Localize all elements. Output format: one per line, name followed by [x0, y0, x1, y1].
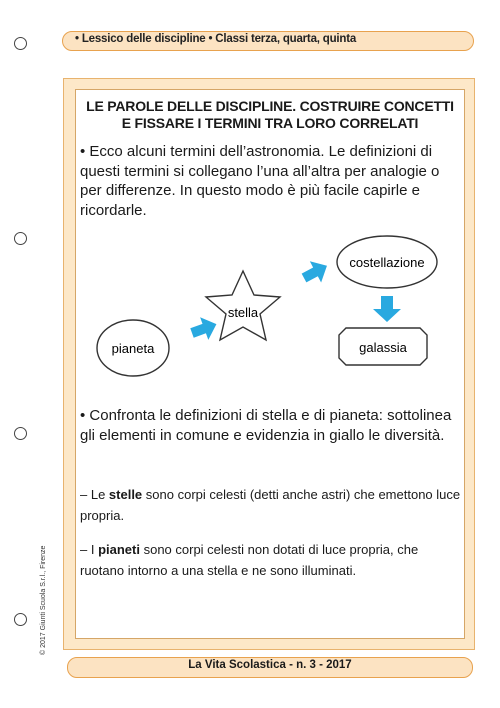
copyright-notice: © 2017 Giunti Scuola S.r.l., Firenze	[40, 545, 47, 655]
title-line-2: E FISSARE I TERMINI TRA LORO CORRELATI	[121, 115, 419, 131]
title-line-1: LE PAROLE DELLE DISCIPLINE. COSTRUIRE CONCETTI	[86, 98, 454, 114]
node-pianeta-label: pianeta	[111, 341, 155, 356]
node-costellazione-label: costellazione	[349, 255, 425, 270]
definition-stelle-prefix: – Le	[80, 487, 109, 502]
definition-stelle	[80, 484, 462, 526]
node-galassia-label: galassia	[359, 340, 407, 355]
binder-hole	[14, 232, 27, 245]
definition-pianeti	[80, 539, 462, 581]
task-paragraph: • Confronta le definizioni di stella e di pianeta: sottolinea gli elementi in comune e evidenzia in giallo le diversità.	[80, 407, 452, 444]
definition-pianeti-text: sono corpi celesti non dotati di luce propria, che ruotano intorno a una stella e ne sono illuminati.	[80, 542, 419, 578]
intro-paragraph: • Ecco alcuni termini dell’astronomia. Le definizioni di questi termini si collegano l’una all’altra per analogie o per differenze. In questo modo è più facile capirle e ricordarle.	[80, 143, 440, 219]
content-panel	[63, 78, 475, 650]
header-bar	[62, 31, 474, 51]
node-stella-label: stella	[227, 305, 259, 320]
binder-hole	[14, 427, 27, 440]
definition-pianeti-term: pianeti	[98, 542, 140, 557]
definition-pianeti-prefix: – I	[80, 542, 99, 557]
definition-stelle-term: stelle	[108, 487, 143, 502]
arrow-pianeta-stella	[188, 313, 221, 344]
arrow-costellazione-galassia	[373, 296, 401, 322]
content-card	[75, 89, 465, 639]
definition-stelle-text: sono corpi celesti (detti anche astri) che emettono luce propria.	[80, 487, 461, 523]
binder-hole	[14, 613, 27, 626]
concept-diagram	[76, 228, 464, 398]
binder-hole	[14, 37, 27, 50]
arrow-stella-costellazione	[298, 255, 332, 288]
footer-text: La Vita Scolastica - n. 3 - 2017	[188, 659, 352, 671]
header-text: • Lessico delle discipline • Classi terza, quarta, quinta	[75, 33, 357, 45]
footer-bar	[67, 657, 473, 678]
